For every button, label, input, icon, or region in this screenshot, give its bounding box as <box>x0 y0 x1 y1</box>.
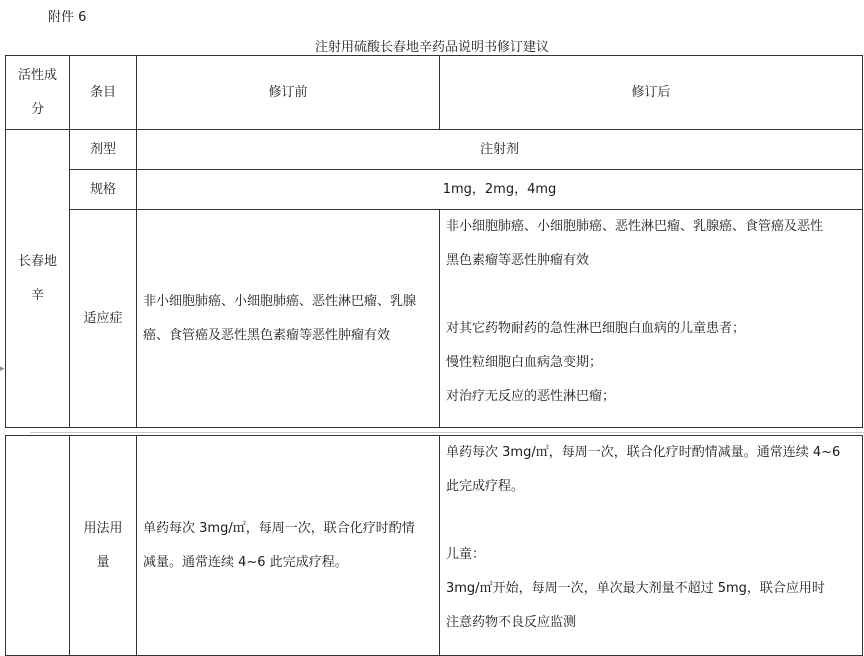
table-row <box>6 436 863 656</box>
document-title: 注射用硫酸长春地辛药品说明书修订建议 <box>314 40 549 55</box>
ingredient-cell: 长春地 辛 <box>6 130 70 428</box>
annex-label: 附件 6 <box>48 10 87 25</box>
indication-before: 非小细胞肺癌、小细胞肺癌、恶性淋巴瘤、乳腺 癌、食管癌及恶性黑色素瘤等恶性肿瘤有效 <box>137 210 440 428</box>
table-row <box>6 170 863 210</box>
spec-label: 规格 <box>70 170 137 210</box>
table-header-row <box>6 56 863 130</box>
revision-table <box>5 55 863 428</box>
page-divider <box>30 432 864 433</box>
indication-after: 非小细胞肺癌、小细胞肺癌、恶性淋巴瘤、乳腺癌、食管癌及恶性 黑色素瘤等恶性肿瘤有效 对其它药物耐药的急性淋巴细胞白血病的儿童患者； 慢性粒细胞白血病急变期； 对治疗无反应的恶性淋巴瘤； <box>440 210 863 428</box>
usage-before: 单药每次 3mg/㎡，每周一次，联合化疗时酌情 减量。通常连续 4~6 此完成疗程。 <box>137 436 440 656</box>
margin-marker-icon: ▸ <box>0 364 5 374</box>
header-ingredient: 活性成 分 <box>6 56 70 130</box>
header-after: 修订后 <box>440 56 863 130</box>
indication-label: 适应症 <box>70 210 137 428</box>
ingredient-cell-empty <box>6 436 70 656</box>
header-item: 条目 <box>70 56 137 130</box>
dosage-form-label: 剂型 <box>70 130 137 170</box>
dosage-form-value: 注射剂 <box>137 130 863 170</box>
header-before: 修订前 <box>137 56 440 130</box>
revision-table-continued <box>5 435 863 656</box>
table-row <box>6 210 863 428</box>
table-row <box>6 130 863 170</box>
usage-after: 单药每次 3mg/㎡，每周一次，联合化疗时酌情减量。通常连续 4~6 此完成疗程。 儿童： 3mg/㎡开始，每周一次，单次最大剂量不超过 5mg，联合应用时 注意药物不良反应监测 <box>440 436 863 656</box>
spec-value: 1mg，2mg，4mg <box>137 170 863 210</box>
usage-label: 用法用 量 <box>70 436 137 656</box>
